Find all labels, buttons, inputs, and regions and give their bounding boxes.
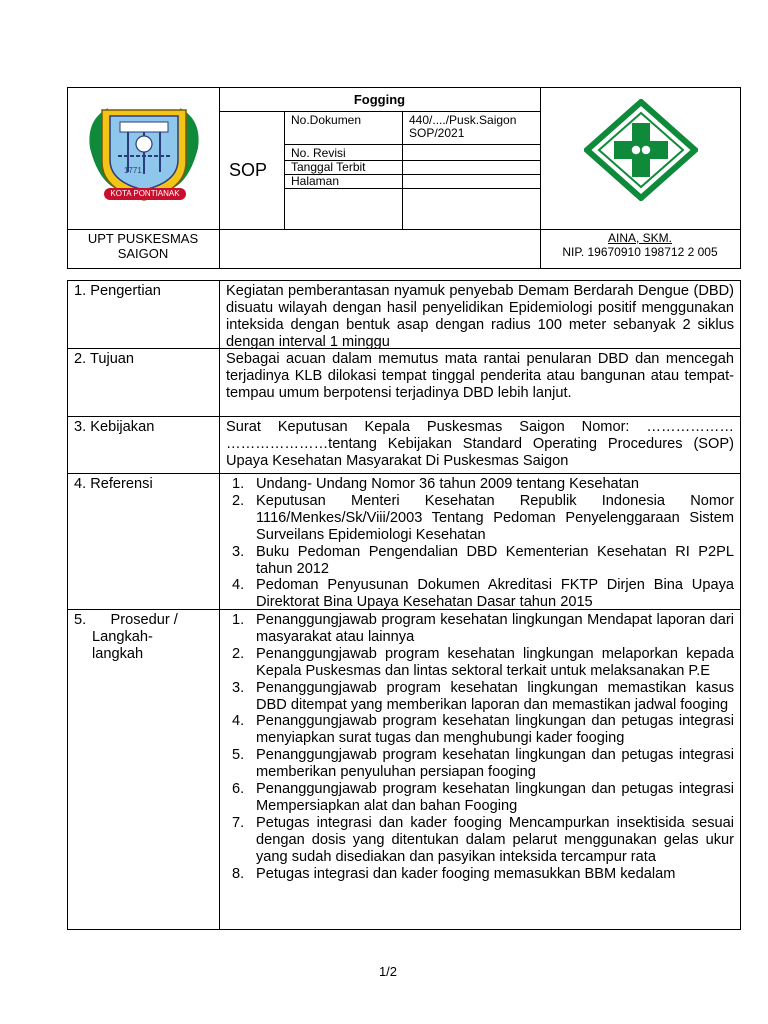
prosedur-item <box>226 866 734 883</box>
referensi-item <box>226 476 734 493</box>
referensi-item <box>226 493 734 544</box>
referensi-item-number: 3. <box>232 543 245 560</box>
section-text-kebijakan: Surat Keputusan Kepala Puskesmas Saigon Nomor: ……………… …………………tentang Kebijakan Standard Operating Procedures (SOP) Upaya Kesehatan Masyarakat Di Puskesmas Saigon <box>226 419 734 469</box>
section-label-tujuan: 2. Tujuan <box>74 351 135 367</box>
prosedur-item-text: Penanggungjawab program kesehatan lingkungan melaporkan kepada Kepala Puskesmas dan lintas sektoral terkait untuk melaksanakan P.E <box>256 645 734 679</box>
prosedur-item-number: 2. <box>232 645 245 662</box>
prosedur-item-number: 1. <box>232 612 245 628</box>
section-text-pengertian: Kegiatan pemberantasan nyamuk penyebab Demam Berdarah Dengue (DBD) disuatu wilayah dengan hasil penyelidikan Epidemiologi positif menggunakan inteksida dengan bentuk asap dengan radius 100 meter sebanyak 2 siklus dengan interval 1 minggu <box>226 283 734 350</box>
prosedur-item <box>226 680 734 714</box>
prosedur-item-number: 5. <box>232 747 245 764</box>
prosedur-list <box>226 612 734 883</box>
prosedur-item <box>226 815 734 866</box>
prosedur-item-text: Penanggungjawab program kesehatan lingkungan Mendapat laporan dari masyarakat atau lainnya <box>256 612 734 645</box>
prosedur-item <box>226 713 734 747</box>
prosedur-item-text: Petugas integrasi dan kader fooging Mencampurkan insektisida sesuai dengan dosis yang ditentukan dalam pelarut menggunakan gelas ukur yang sudah disediakan dan pasyikan inteksida tercampur rata <box>256 814 734 865</box>
referensi-item-number: 2. <box>232 492 245 509</box>
section-label-prosedur-line1: 5. Prosedur / <box>74 612 178 628</box>
prosedur-item-number: 3. <box>232 679 245 696</box>
field-label-no-dokumen: No.Dokumen <box>291 113 362 127</box>
prosedur-item <box>226 747 734 781</box>
doc-title: Fogging <box>353 92 406 107</box>
prosedur-item-text: Penanggungjawab program kesehatan lingkungan memastikan kasus DBD ditempat yang memberikan laporan dan memastikan jadwal fooging <box>256 679 734 713</box>
prosedur-item-text: Penanggungjawab program kesehatan lingkungan dan petugas integrasi memberikan penyuluhan persiapan fooging <box>256 747 734 781</box>
prosedur-item <box>226 612 734 646</box>
referensi-item-text: Buku Pedoman Pengendalian DBD Kementerian Kesehatan RI P2PL tahun 2012 <box>256 543 734 577</box>
prosedur-item-text: Penanggungjawab program kesehatan lingkungan dan petugas integrasi menyiapkan surat tugas dan menghubungi kader fooging <box>256 713 734 747</box>
referensi-item-number: 1. <box>232 476 245 492</box>
field-value-no-dokumen-line2: SOP/2021 <box>409 126 465 140</box>
referensi-item <box>226 577 734 611</box>
referensi-item <box>226 544 734 578</box>
prosedur-item-number: 6. <box>232 781 245 798</box>
signatory-nip: NIP. 19670910 198712 2 005 <box>562 245 718 259</box>
prosedur-item-number: 4. <box>232 713 245 730</box>
puskesmas-logo <box>584 99 698 201</box>
page-number: 1/2 <box>378 964 398 979</box>
org-name-line2: SAIGON <box>117 246 169 261</box>
sop-label: SOP <box>229 160 268 180</box>
prosedur-item-number: 7. <box>232 814 245 831</box>
emblem-ribbon-text: KOTA PONTIANAK <box>110 189 180 198</box>
signatory-name: AINA, SKM. <box>607 231 672 245</box>
emblem-year: 1771 <box>124 166 142 175</box>
referensi-list <box>226 476 734 611</box>
field-label-tanggal-terbit: Tanggal Terbit <box>291 160 366 174</box>
referensi-item-number: 4. <box>232 577 245 594</box>
section-label-pengertian: 1. Pengertian <box>74 283 161 299</box>
section-text-tujuan: Sebagai acuan dalam memutus mata rantai penularan DBD dan mencegah terjadinya KLB dilokasi tempat tinggal penderita atau bangunan atau tempat-tempau umum berpotensi terjadinya DBD lebih lanjut. <box>226 351 734 401</box>
referensi-item-text: Keputusan Menteri Kesehatan Republik Indonesia Nomor 1116/Menkes/Sk/Viii/2003 Tentang Pedoman Penyelenggaraan Sistem Surveilans Epidemiologi Kesehatan <box>256 492 734 543</box>
section-label-kebijakan: 3. Kebijakan <box>74 419 155 435</box>
section-label-prosedur-line2: Langkah- <box>92 629 153 645</box>
field-label-no-revisi: No. Revisi <box>291 146 346 160</box>
referensi-item-text: Pedoman Penyusunan Dokumen Akreditasi FKTP Dirjen Bina Upaya Direktorat Bina Upaya Kesehatan Dasar tahun 2015 <box>256 577 734 611</box>
prosedur-item <box>226 781 734 815</box>
org-name-line1: UPT PUSKESMAS <box>87 231 199 246</box>
prosedur-item-text: Penanggungjawab program kesehatan lingkungan dan petugas integrasi Mempersiapkan alat dan bahan Fooging <box>256 781 734 814</box>
prosedur-item-number: 8. <box>232 865 245 882</box>
referensi-item-text: Undang- Undang Nomor 36 tahun 2009 tentang Kesehatan <box>256 476 639 492</box>
prosedur-item <box>226 646 734 680</box>
field-label-halaman: Halaman <box>291 174 340 188</box>
section-label-referensi: 4. Referensi <box>74 476 153 492</box>
prosedur-item-text: Petugas integrasi dan kader fooging memasukkan BBM kedalam <box>256 865 676 882</box>
field-value-no-dokumen-line1: 440/..../Pusk.Saigon <box>409 113 517 127</box>
section-label-prosedur-line3: langkah <box>92 646 144 662</box>
